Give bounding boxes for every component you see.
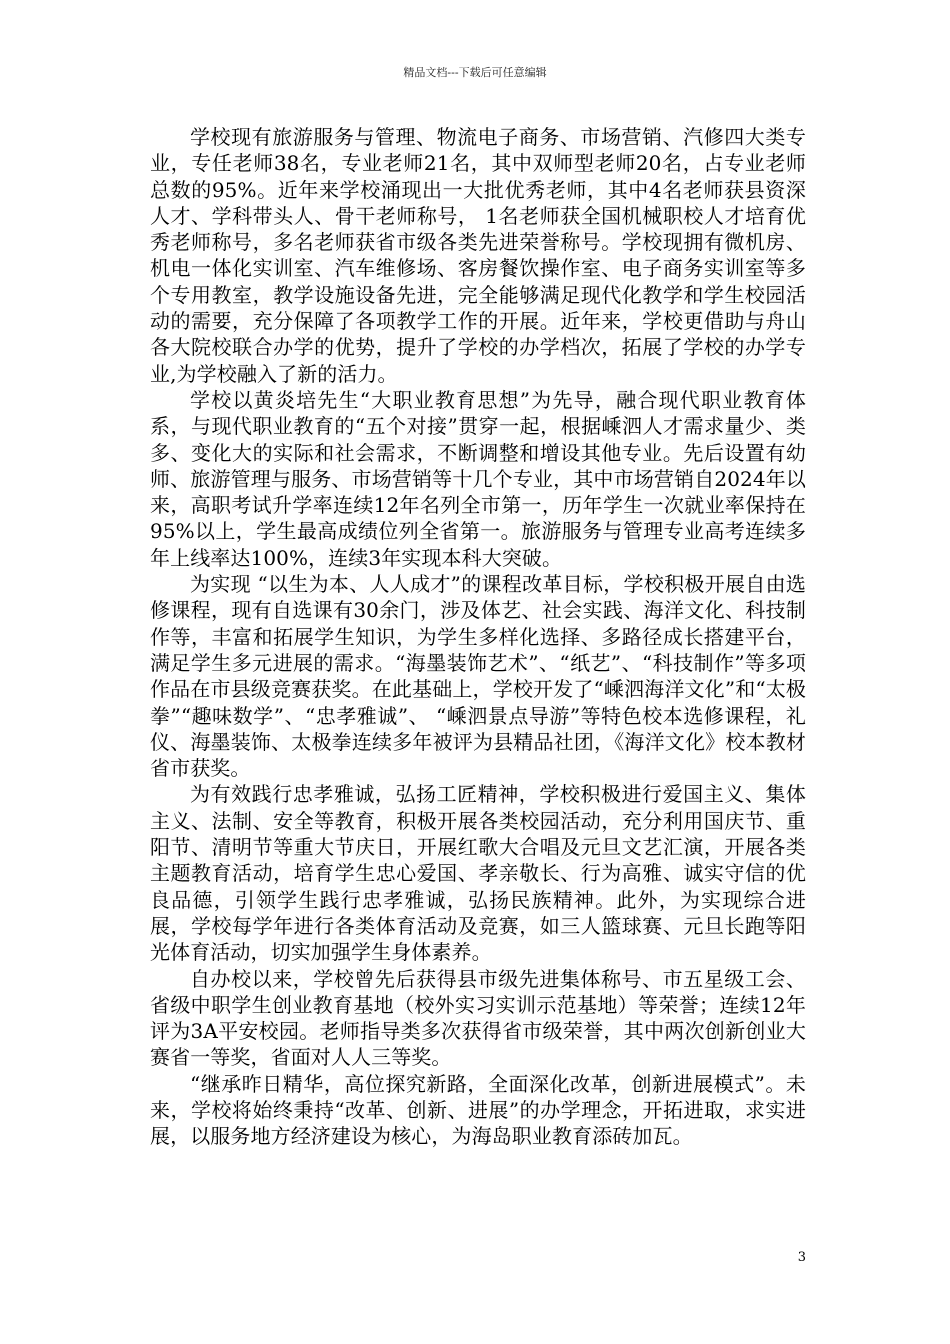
paragraph-education-philosophy: 学校以黄炎培先生“大职业教育思想”为先导，融合现代职业教育体系，与现代职业教育的“五个对接”贯穿一起，根据嵊泗人才需求量少、类多、变化大的实际和社会需求，不断调整和增设其他专业。先后设置有幼师、旅游管理与服务、市场营销等十几个专业，其中市场营销自2024年以来，高职考试升学率连续12年名列全市第一，历年学生一次就业率保持在95%以上，学生最高成绩位列全省第一。旅游服务与管理专业高考连续多年上线率达100%，连续3年实现本科大突破。	[150, 387, 806, 570]
document-body	[150, 124, 806, 1150]
paragraph-future-outlook: “继承昨日精华，高位探究新路，全面深化改革，创新进展模式”。未来，学校将始终秉持“改革、创新、进展”的办学理念，开拓进取，求实进展，以服务地方经济建设为核心，为海岛职业教育添砖加瓦。	[150, 1071, 806, 1149]
paragraph-moral-education: 为有效践行忠孝雅诚，弘扬工匠精神，学校积极进行爱国主义、集体主义、法制、安全等教育，积极开展各类校园活动，充分利用国庆节、重阳节、清明节等重大节庆日，开展红歌大合唱及元旦文艺汇演，开展各类主题教育活动，培育学生忠心爱国、孝亲敬长、行为高雅、诚实守信的优良品德，引领学生践行忠孝雅诚，弘扬民族精神。此外，为实现综合进展，学校每学年进行各类体育活动及竞赛，如三人篮球赛、元旦长跑等阳光体育活动，切实加强学生身体素养。	[150, 782, 806, 965]
page-number: 3	[797, 1250, 806, 1265]
paragraph-honors: 自办校以来，学校曾先后获得县市级先进集体称号、市五星级工会、省级中职学生创业教育基地（校外实习实训示范基地）等荣誉；连续12年评为3A平安校园。老师指导类多次获得省市级荣誉，其中两次创新创业大赛省一等奖，省面对人人三等奖。	[150, 966, 806, 1070]
paragraph-majors-and-teachers: 学校现有旅游服务与管理、物流电子商务、市场营销、汽修四大类专业，专任老师38名，专业老师21名，其中双师型老师20名，占专业老师总数的95%。近年来学校涌现出一大批优秀老师，其中4名老师获县资深人才、学科带头人、骨干老师称号， 1名老师获全国机械职校人才培育优秀老师称号，多名老师获省市级各类先进荣誉称号。学校现拥有微机房、机电一体化实训室、汽车维修场、客房餐饮操作室、电子商务实训室等多个专用教室，教学设施设备先进，完全能够满足现代化教学和学生校园活动的需要，充分保障了各项教学工作的开展。近年来，学校更借助与舟山各大院校联合办学的优势，提升了学校的办学档次，拓展了学校的办学专业,为学校融入了新的活力。	[150, 125, 806, 386]
paragraph-elective-courses: 为实现 “以生为本、人人成才”的课程改革目标，学校积极开展自由选修课程，现有自选课有30余门，涉及体艺、社会实践、海洋文化、科技制作等，丰富和拓展学生知识，为学生多样化选择、多路径成长搭建平台，满足学生多元进展的需求。“海墨装饰艺术”、“纸艺”、“科技制作”等多项作品在市县级竞赛获奖。在此基础上，学校开发了“嵊泗海洋文化”和“太极拳”“趣味数学”、“忠孝雅诚”、 “嵊泗景点导游”等特色校本选修课程，礼仪、海墨装饰、太极拳连续多年被评为县精品社团，《海洋文化》校本教材省市获奖。	[150, 572, 806, 781]
document-header: 精品文档---下载后可任意编辑	[403, 66, 547, 79]
